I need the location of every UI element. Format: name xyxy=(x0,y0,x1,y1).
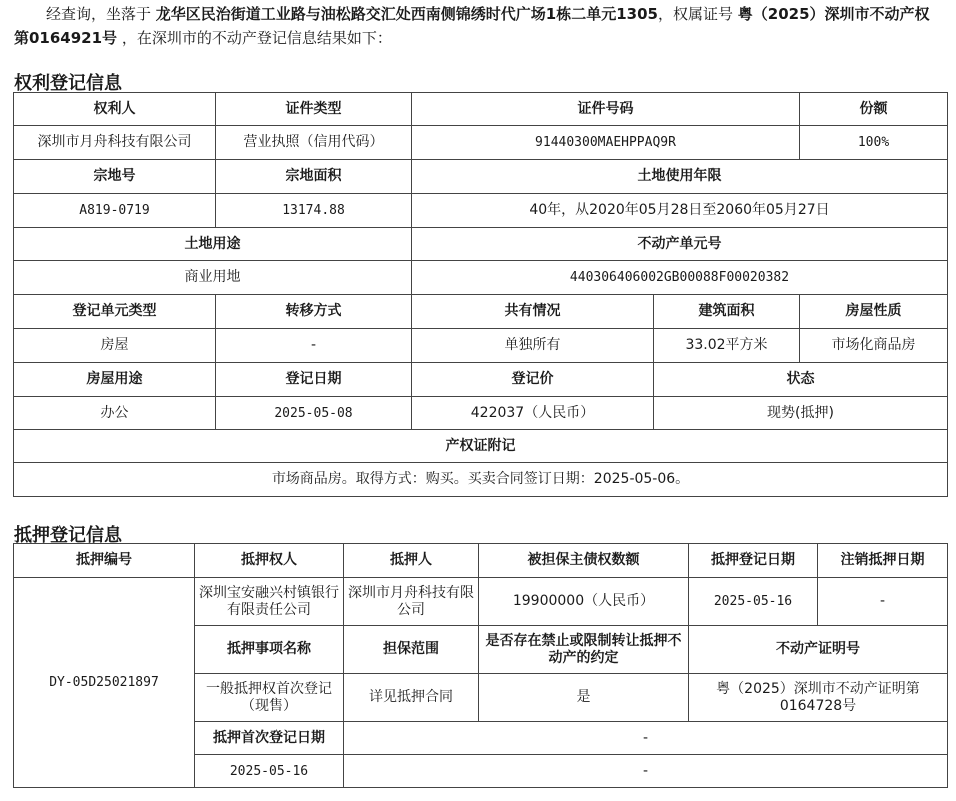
transfer-value: - xyxy=(216,329,412,363)
mortgage-table xyxy=(13,543,948,788)
header-mortgagor: 抵押人 xyxy=(344,544,479,578)
header-land-term: 土地使用年限 xyxy=(412,160,948,194)
first-reg-value-bottom: - xyxy=(344,755,948,788)
header-property-nature: 房屋性质 xyxy=(800,295,948,329)
rights-data-row-4 xyxy=(14,329,948,363)
reg-date-value: 2025-05-08 xyxy=(216,397,412,430)
rights-data-row-3 xyxy=(14,261,948,295)
rights-note-row xyxy=(14,463,948,497)
header-reg-date: 登记日期 xyxy=(216,363,412,397)
rights-header-row-2 xyxy=(14,160,948,194)
land-use-value: 商业用地 xyxy=(14,261,412,295)
usage-value: 办公 xyxy=(14,397,216,430)
floor-area-value: 33.02平方米 xyxy=(654,329,800,363)
mortgage-header-row-1 xyxy=(14,544,948,578)
header-transfer: 转移方式 xyxy=(216,295,412,329)
header-mortgage-no: 抵押编号 xyxy=(14,544,195,578)
status-value: 现势(抵押) xyxy=(654,397,948,430)
intro-middle: ，权属证号 xyxy=(657,5,738,23)
property-cert-number: 粤（2025）深圳市不动产权第0164921号 xyxy=(14,5,930,47)
owner-value: 深圳市月舟科技有限公司 xyxy=(14,126,216,160)
header-usage: 房屋用途 xyxy=(14,363,216,397)
first-reg-date-value: 2025-05-16 xyxy=(195,755,344,788)
header-cancel-date: 注销抵押日期 xyxy=(818,544,948,578)
intro-paragraph xyxy=(14,2,944,50)
guarantee-scope-value: 详见抵押合同 xyxy=(344,674,479,722)
mortgage-reg-date-value: 2025-05-16 xyxy=(689,578,818,626)
header-mortgagee: 抵押权人 xyxy=(195,544,344,578)
header-status: 状态 xyxy=(654,363,948,397)
parcel-area-value: 13174.88 xyxy=(216,194,412,228)
header-unit-no: 不动产单元号 xyxy=(412,228,948,261)
header-transfer-restriction: 是否存在禁止或限制转让抵押不动产的约定 xyxy=(479,626,689,674)
land-term-value: 40年，从2020年05月28日至2060年05月27日 xyxy=(412,194,948,228)
rights-data-row-2 xyxy=(14,194,948,228)
header-reg-price: 登记价 xyxy=(412,363,654,397)
header-secured-amount: 被担保主债权数额 xyxy=(479,544,689,578)
first-reg-value-top: - xyxy=(344,722,948,755)
unit-type-value: 房屋 xyxy=(14,329,216,363)
rights-table xyxy=(13,92,948,497)
header-id-number: 证件号码 xyxy=(412,93,800,126)
header-mortgage-reg-date: 抵押登记日期 xyxy=(689,544,818,578)
mortgage-section-title: 抵押登记信息 xyxy=(14,525,122,546)
header-proof-no: 不动产证明号 xyxy=(689,626,948,674)
cancel-date-value: - xyxy=(818,578,948,626)
property-location: 龙华区民治街道工业路与油松路交汇处西南侧锦绣时代广场1栋二单元1305 xyxy=(155,5,658,23)
header-unit-type: 登记单元类型 xyxy=(14,295,216,329)
header-share: 份额 xyxy=(800,93,948,126)
mortgage-no-value: DY-05D25021897 xyxy=(14,578,195,788)
header-floor-area: 建筑面积 xyxy=(654,295,800,329)
rights-data-row-5 xyxy=(14,397,948,430)
reg-price-value: 422037（人民币） xyxy=(412,397,654,430)
cert-note-value: 市场商品房。取得方式：购买。买卖合同签订日期：2025-05-06。 xyxy=(14,463,948,497)
intro-suffix: ，在深圳市的不动产登记信息结果如下： xyxy=(117,29,392,47)
rights-header-row-5 xyxy=(14,363,948,397)
rights-section-title: 权利登记信息 xyxy=(14,73,122,94)
unit-no-value: 440306406002GB00088F00020382 xyxy=(412,261,948,295)
rights-data-row-1 xyxy=(14,126,948,160)
rights-header-row-3 xyxy=(14,228,948,261)
header-parcel-area: 宗地面积 xyxy=(216,160,412,194)
transfer-restriction-value: 是 xyxy=(479,674,689,722)
id-number-value: 91440300MAEHPPAQ9R xyxy=(412,126,800,160)
header-id-type: 证件类型 xyxy=(216,93,412,126)
rights-header-row-4 xyxy=(14,295,948,329)
header-parcel-no: 宗地号 xyxy=(14,160,216,194)
intro-prefix: 经查询，坐落于 xyxy=(46,5,156,23)
header-co-ownership: 共有情况 xyxy=(412,295,654,329)
header-guarantee-scope: 担保范围 xyxy=(344,626,479,674)
property-nature-value: 市场化商品房 xyxy=(800,329,948,363)
mortgagee-value: 深圳宝安融兴村镇银行有限责任公司 xyxy=(195,578,344,626)
co-ownership-value: 单独所有 xyxy=(412,329,654,363)
header-mortgage-item: 抵押事项名称 xyxy=(195,626,344,674)
header-first-reg-date: 抵押首次登记日期 xyxy=(195,722,344,755)
mortgage-data-row-1 xyxy=(14,578,948,626)
rights-header-row-1 xyxy=(14,93,948,126)
header-owner: 权利人 xyxy=(14,93,216,126)
mortgagor-value: 深圳市月舟科技有限公司 xyxy=(344,578,479,626)
share-value: 100% xyxy=(800,126,948,160)
proof-no-value: 粤（2025）深圳市不动产证明第0164728号 xyxy=(689,674,948,722)
rights-note-header-row xyxy=(14,430,948,463)
parcel-no-value: A819-0719 xyxy=(14,194,216,228)
mortgage-item-value: 一般抵押权首次登记（现售） xyxy=(195,674,344,722)
id-type-value: 营业执照（信用代码） xyxy=(216,126,412,160)
header-cert-note: 产权证附记 xyxy=(14,430,948,463)
header-land-use: 土地用途 xyxy=(14,228,412,261)
secured-amount-value: 19900000（人民币） xyxy=(479,578,689,626)
